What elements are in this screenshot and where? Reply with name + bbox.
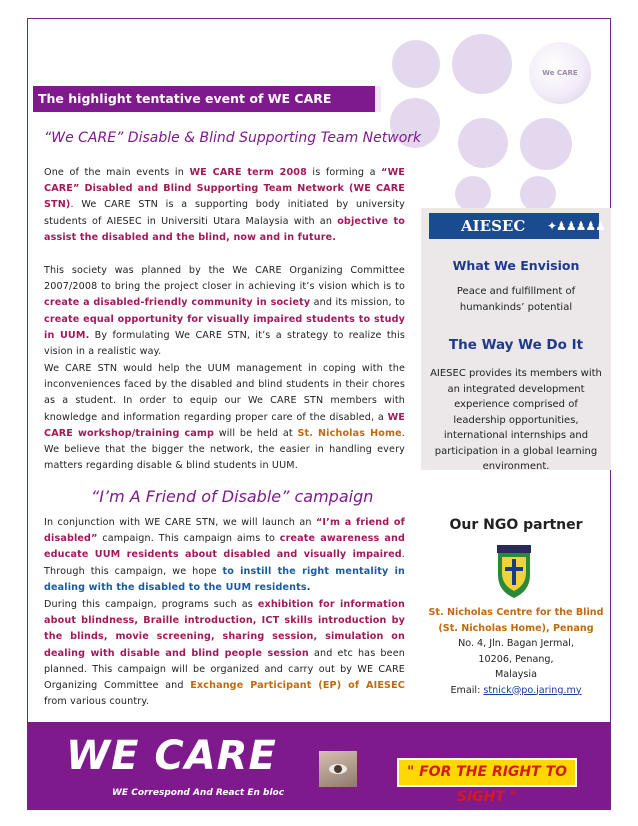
paragraph-campaign-intro bbox=[44, 515, 405, 596]
text-run: One of the main events in bbox=[44, 167, 190, 178]
text-run: We CARE STN would help the UUM management in coping with the inconveniences faced by the disabled and blind students in their chores as a student. In order to equip our We CARE STN members with knowledge and information regarding proper care of the disabled, a bbox=[44, 363, 405, 423]
text-run: create a disabled-friendly community in society bbox=[44, 297, 311, 309]
eye-image bbox=[319, 751, 357, 787]
text-run: WE CARE term 2008 bbox=[189, 167, 307, 178]
text-run: During this campaign, programs such as bbox=[44, 599, 258, 610]
ngo-address-line: No. 4, Jln. Bagan Jermal, bbox=[458, 638, 574, 649]
highlight-banner: The highlight tentative event of WE CARE 2008: bbox=[33, 86, 375, 112]
section-title-campaign: “I’m A Friend of Disable” campaign bbox=[91, 487, 374, 506]
paragraph-campaign-programs bbox=[44, 597, 405, 710]
eye-iris bbox=[329, 764, 347, 774]
footer-tagline: WE Correspond And React En bloc bbox=[112, 788, 285, 798]
text-run: and etc has been planned. This campaign will be organized and carry out by WE CARE Organizing Committee and bbox=[44, 647, 405, 692]
ngo-address-line: Malaysia bbox=[495, 669, 537, 680]
ngo-email-link[interactable]: stnick@po.jaring.my bbox=[483, 684, 582, 696]
decor-circle bbox=[520, 176, 556, 212]
way-text: AIESEC provides its members with an integrated development experience comprised of leadership opportunities, international internships and participation in a global learning environment. bbox=[430, 368, 602, 472]
ngo-email-label: Email: bbox=[450, 684, 484, 696]
text-run: will be held at bbox=[214, 427, 298, 439]
we-care-logo bbox=[529, 42, 591, 104]
text-run: . bbox=[306, 581, 311, 593]
aiesec-logo bbox=[429, 213, 605, 239]
paragraph-stn-workshop bbox=[44, 361, 405, 474]
footer-brand: WE CARE bbox=[66, 733, 277, 779]
text-run: is forming a bbox=[306, 167, 382, 178]
ngo-org-name: St. Nicholas Centre for the Blind bbox=[428, 607, 604, 618]
ngo-org-subname: (St. Nicholas Home), Penang bbox=[438, 622, 594, 634]
decor-circle bbox=[458, 118, 508, 168]
logo-text: We CARE bbox=[542, 69, 578, 77]
ngo-crest-icon bbox=[494, 545, 534, 599]
footer-slogan: " FOR THE RIGHT TO SIGHT " bbox=[397, 758, 577, 787]
people-figures-icon: ✦♟♟♟♟♟ bbox=[547, 219, 605, 233]
text-run: St. Nicholas Home bbox=[297, 427, 402, 439]
text-run: Exchange Participant (EP) of AIESEC bbox=[190, 680, 405, 692]
paragraph-stn-intro bbox=[44, 165, 405, 246]
text-run: to instill the right mentality in dealing with the disabled to the UUM residents bbox=[44, 565, 405, 593]
text-run: This society was planned by the We CARE Organizing Committee 2007/2008 to bring the project closer in achieving it’s vision which is to bbox=[44, 265, 405, 293]
text-run: . Through this campaign, we hope bbox=[44, 549, 405, 577]
text-run: . We believe that the bigger the network, the easier in handling every matters regarding disable & blind students in UUM. bbox=[44, 427, 405, 472]
decor-circle bbox=[452, 34, 512, 94]
text-run: objective to assist the disabled and the blind, now and in future. bbox=[44, 215, 405, 243]
text-run: . We CARE STN is a supporting body initiated by university students of AIESEC in Universiti Utara Malaysia with an bbox=[44, 199, 405, 227]
text-run: exhibition for information about blindness, Braille introduction, ICT skills introduction by the blinds, movie screening, sharing session, simulation on dealing with disable and blind people session bbox=[44, 599, 405, 659]
envision-title: What We Envision bbox=[452, 258, 580, 273]
aiesec-logo-text: AIESEC bbox=[461, 217, 526, 235]
text-run: “WE CARE” Disabled and Blind Supporting Team Network (WE CARE STN) bbox=[44, 167, 406, 211]
text-run: from various country. bbox=[44, 696, 150, 708]
text-run: WE CARE workshop/training camp bbox=[44, 411, 405, 439]
decor-circle bbox=[455, 176, 491, 212]
section-title-stn: “We CARE” Disable & Blind Supporting Team Network bbox=[44, 130, 422, 146]
text-run: By formulating We CARE STN, it’s a strategy to realize this vision in a realistic way. bbox=[44, 329, 405, 358]
ngo-address-line: 10206, Penang, bbox=[478, 653, 554, 665]
text-run: create equal opportunity for visually impaired students to study in UUM. bbox=[44, 313, 405, 341]
text-run: and its mission, to bbox=[310, 297, 405, 309]
text-run: create awareness and educate UUM residents about disabled and visually impaired bbox=[44, 533, 406, 561]
banner-stripe bbox=[375, 86, 381, 112]
text-run: In conjunction with WE CARE STN, we will launch an bbox=[44, 517, 316, 528]
way-title: The Way We Do It bbox=[448, 337, 584, 353]
ngo-email-line bbox=[421, 683, 611, 699]
text-run: campaign. This campaign aims to bbox=[97, 533, 280, 545]
ngo-title: Our NGO partner bbox=[449, 517, 583, 533]
decor-circle bbox=[392, 40, 440, 88]
text-run: “I’m a friend of disabled” bbox=[44, 517, 405, 545]
paragraph-stn-plan bbox=[44, 263, 405, 360]
envision-text: Peace and fulfillment of humankinds’ potential bbox=[456, 286, 576, 313]
ngo-details bbox=[421, 605, 611, 698]
decor-circle bbox=[520, 118, 572, 170]
